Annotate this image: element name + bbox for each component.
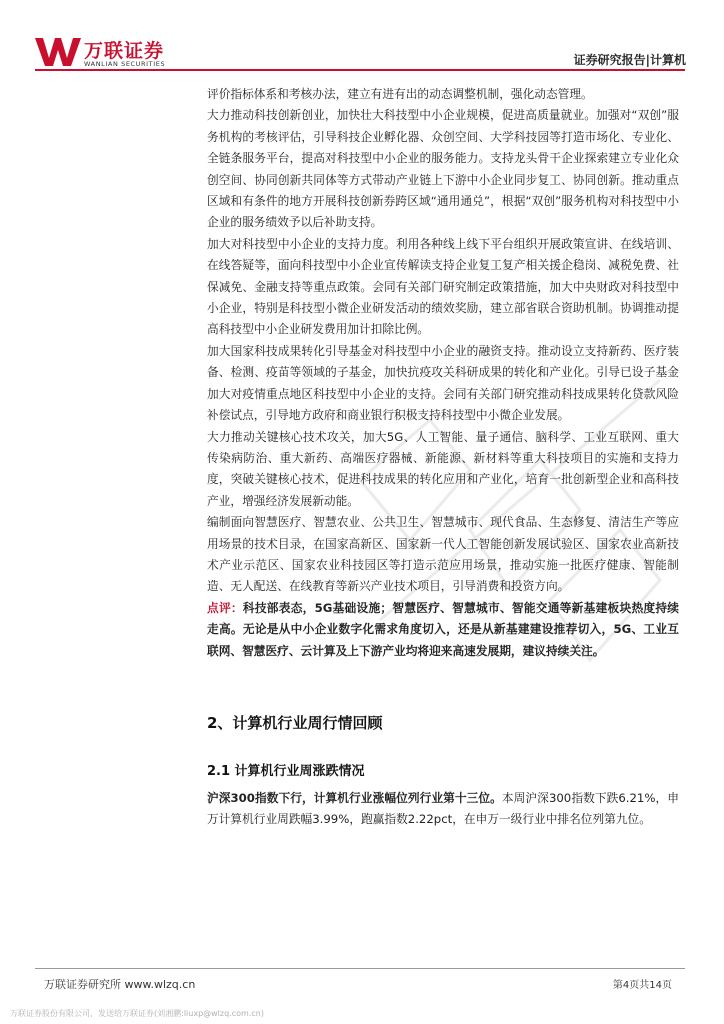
section-heading: 2、计算机行业周行情回顾: [207, 714, 383, 732]
body-paragraph: 加大国家科技成果转化引导基金对科技型中小企业的融资支持。推动设立支持新药、医疗装备、检测、疫苗等领域的子基金，加快抗疫攻关科研成果的转化和产业化。引导已设子基金加大对疫情重点地区科技型中小企业的支持。会同有关部门研究推动科技成果转化贷款风险补偿试点，引导地方政府和商业银行积极支持科技型中小微企业发展。: [207, 343, 679, 423]
weekly-summary: [207, 788, 679, 831]
summary-text: 本周沪深300指数下跌6.21%，申万计算机行业周跌幅3.99%，跑赢指数2.22pct，在申万一级行业中排名位列第九位。: [207, 791, 679, 827]
body-paragraph: 编制面向智慧医疗、智慧农业、公共卫生、智慧城市、现代食品、生态修复、清洁生产等应用场景的技术目录，在国家高新区、国家新一代人工智能创新发展试验区、国家农业高新技术产业示范区、国家农业科技园区等打造示范应用场景，推动实施一批医疗健康、智能制造、无人配送、在线教育等新兴产业技术项目，引导消费和投资方向。: [207, 515, 679, 594]
review-text: 科技部表态，5G基础设施；智慧医疗、智慧城市、智能交通等新基建板块热度持续走高。无论是从中小企业数字化需求角度切入，还是从新基建建设推荐切入，5G、工业互联网、智慧医疗、云计算及上下游产业均将迎来高速发展期，建议持续关注。: [207, 600, 679, 658]
logo-english-name: WANLIAN SECURITIES: [84, 60, 166, 68]
header-divider: [35, 69, 685, 71]
summary-paragraph: [207, 788, 679, 831]
review-paragraph: [207, 598, 679, 662]
wanlian-logo-icon: [35, 38, 81, 66]
review-label: 点评：: [207, 600, 243, 615]
subsection-heading: 2.1 计算机行业周涨跌情况: [207, 764, 365, 779]
page-footer: [0, 968, 724, 1024]
body-paragraph: 加大对科技型中小企业的支持力度。利用各种线上线下平台组织开展政策宣讲、在线培训、在线答疑等，面向科技型中小企业宣传解读支持企业复工复产相关援企稳岗、减税免费、社保减免、金融支持等重点政策。会同有关部门研究制定政策措施，加大中央财政对科技型中小企业，特别是科技型小微企业研发活动的绩效奖励，建立部省联合资助机制。协调推动提高科技型中小企业研发费用加计扣除比例。: [207, 236, 679, 337]
body-paragraph: 评价指标体系和考核办法，建立有进有出的动态调整机制，强化动态管理。: [207, 87, 593, 101]
page-header: [0, 0, 724, 72]
footer-disclaimer: 万联证券股份有限公司，发送给万联证券(刘湘鹏:liuxp@wlzq.com.cn): [10, 1009, 264, 1018]
footer-source: 万联证券研究所 www.wlzq.cn: [44, 978, 196, 991]
summary-lead: 沪深300指数下行，计算机行业涨幅位列行业第十三位。: [207, 791, 502, 805]
page-number: 第4页共14页: [612, 980, 672, 991]
body-paragraph: 大力推动关键核心技术攻关，加大5G、人工智能、量子通信、脑科学、工业互联网、重大传染病防治、重大新药、高端医疗器械、新能源、新材料等重大科技项目的实施和支持力度，突破关键核心技术，促进科技成果的转化应用和产业化，培育一批创新型企业和高科技产业，增强经济发展新动能。: [207, 429, 679, 508]
report-category-tag: 证券研究报告|计算机: [573, 53, 686, 67]
body-paragraph: 大力推动科技创新创业，加快壮大科技型中小企业规模，促进高质量就业。加强对“双创”服务机构的考核评估，引导科技企业孵化器、众创空间、大学科技园等打造市场化、专业化、全链条服务平台，提高对科技型中小企业的服务能力。支持龙头骨干企业探索建立专业化众创空间、协同创新共同体等方式带动产业链上下游中小企业同步复工、协同创新。推动重点区域和有条件的地方开展科技创新券跨区域“通用通兑”，根据“双创”服务机构对科技型中小企业的服务绩效予以后补助支持。: [207, 108, 679, 230]
report-body: [207, 84, 679, 662]
footer-divider: [35, 968, 685, 969]
logo-chinese-name: 万联证券: [84, 40, 165, 62]
